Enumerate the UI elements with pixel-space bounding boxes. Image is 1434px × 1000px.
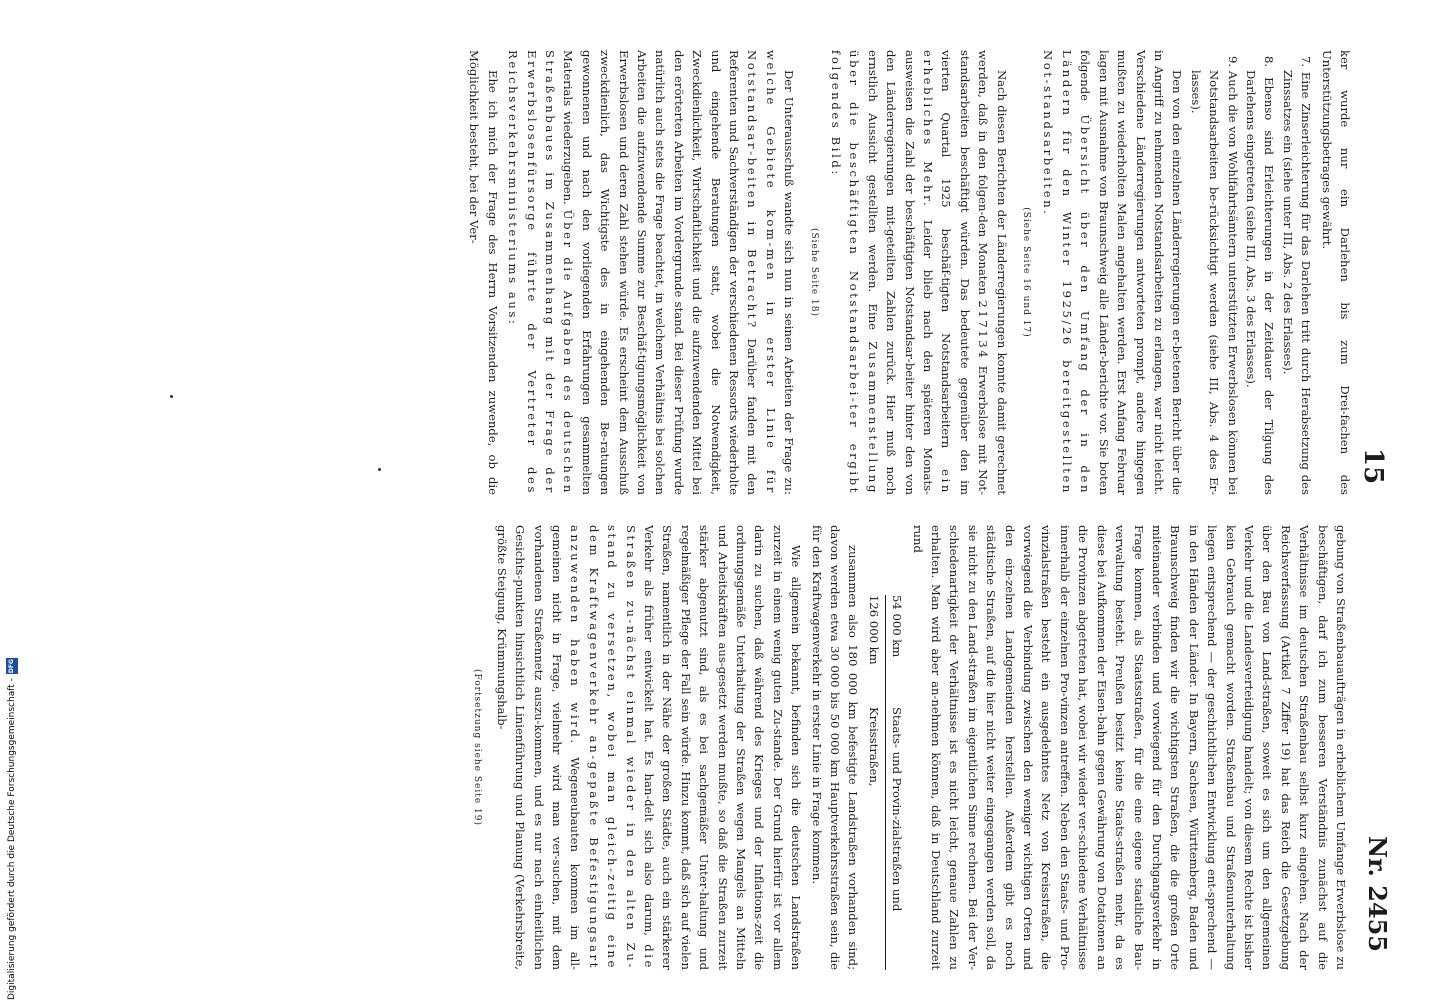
- text-span: Wie allgemein bekannt, befinden sich die deutschen Landstraßen zurzeit in einem wenig guten Zu-stande. Der Grund hierfür ist vor allem darin zu suchen, daß während des Krieges und der Inflations-zeit die ordnungsgemäße Unterhaltung der Straßen wegen Mangels an Mitteln und Arbeitskräften aus-gesetzt werden mußte, so daß die Straßen zurzeit stärker abgenutzt sind, als es bei sachgemäßer Unter-haltung und regelmäßiger Pflege der Fall sein würde. Hinzu kommt, daß sich auf vielen Straßen, namentlich in der Nähe der großen Städte, auch ein stärkerer Verkehr als früher entwickelt hat. Es han-delt sich also darum,: [641, 525, 804, 970]
- intro-text: ker wurde nur ein Darlehen bis zum Drei-fachen des Unterstützungsbetrages gewährt.: [1319, 50, 1352, 495]
- text-span: Darüber fanden mit den Referenten und Sachverständigen der verschiedenen Ressorts wiederholte und eingehende Beratungen statt, wobei die Notwendigkeit, Zweckdienlichkeit, Wirtschaftlichkeit und die aufzuwendenden Mittel bei den erörterten Arbeiten im Vordergrunde stand. Bei dieser Prüfung wurde natürlich auch stets die Frage beachtet, in welchem Verhältnis bei solchen Arbeiten die aufzuwendende Summe zur Beschäf-tigungsmöglichkeit von Erwerbslosen und deren Zahl stehen würde. Es erscheint dem Ausschuß zweckdienlich, das Wichtigste des in eingehenden Be-ratungen gewonnenen und nach den vorliegenden Erfahrungen gesammelten Materials wiederzugeben.: [561, 50, 760, 495]
- page-number: 15: [1358, 448, 1388, 485]
- paragraph: zusammen also 180 000 km befestigte Landstraßen vorhanden sind; davon werden etwa 30 000 bis 50 000 km Hauptverkehrsstraßen sein, die für den Kraftwagenverkehr in erster Linie in Frage kommen.: [809, 525, 861, 970]
- stat-label: Kreisstraßen,: [866, 707, 881, 787]
- issue-number: Nr. 2455: [1363, 836, 1392, 952]
- digitization-credit: [4, 10, 20, 1000]
- spaced-text: welche Gebiete kom-men in erster Linie für Notstandsar-beiten in Betracht?: [745, 50, 778, 495]
- stat-label: Staats- und Provin-zialstraßen und: [890, 707, 905, 912]
- paragraph: [492, 525, 805, 970]
- text-span: Der Unterausschuß wandte sich nun in seinen Arbeiten der Frage zu:: [782, 70, 797, 495]
- list-item: 7. Eine Zinserleichterung für das Darlehen tritt durch Herabsetzung des Zinssatzes ein (siehe unter III, Abs. 2 des Erlasses).: [1280, 56, 1314, 495]
- text-span: Den von den einzelnen Länderregierungen er-betenen Bericht über die in Angriff zu nehmenden Notstandsarbeiten zu erlangen, war nicht leicht. Verschiedene Länderregierungen antworteten prompt, andere hingegen mußten zu wiederholten Malen angehalten werden. Erst Anfang Februar lagen mit Ausnahme von Braunschweig alle Länder-berichte vor. Sie boten folgende: [1078, 50, 1185, 495]
- spaced-text: die Straßen zu-nächst einmal wieder in den alten Zu-stand zu versetzen, wobei man gleich-zeitig eine dem Kraftwagenverkehr an-gepaßte Befestigungsart anzuwenden haben wird.: [568, 525, 656, 970]
- scan-speck: [170, 395, 173, 398]
- page-reference: (Siehe Seite 16 und 17): [1021, 207, 1032, 338]
- continuation-note: (Fortsetzung siehe Seite 19): [472, 668, 483, 827]
- spaced-number: 217134: [976, 300, 991, 361]
- text-span: Erwerbslose mit Not-standsarbeiten beschäftigt würden. Das bedeutete gegenüber den im vierten Quartal 1925 beschäf-tigten Notstandsarbeitern: [939, 50, 991, 495]
- right-column: [468, 525, 1350, 970]
- stat-row: [888, 595, 906, 970]
- stat-row: [864, 595, 885, 970]
- paragraph: [1039, 50, 1186, 495]
- spaced-text: Über die Aufgaben des deutschen Straßenbaues im Zusammenhang mit der Frage der Erwerbslosenfürsorge führte der Vertreter des Reichsverkehrsministeriums aus:: [506, 50, 576, 495]
- text-span: Nach diesen Berichten der Länderregierungen konnte damit gerechnet werden, daß in den folgen-den Monaten: [976, 50, 1009, 495]
- paragraph: [827, 50, 1011, 495]
- road-stats: [864, 525, 906, 970]
- spaced-text: Zusammenstellung über die beschäftigten Notstandsarbei-ter ergibt folgendes Bild:: [829, 50, 880, 495]
- scan-speck: [378, 468, 381, 471]
- text-span: Wegeneubauten kommen im all-gemeinen nicht in Frage, vielmehr wird man ver-suchen, mit dem vorhandenen Straßennetz auszu-kommen, und es nur nach einheitlichen Gesichts-punkten hinsichtlich Linienführung und Planung (Verkehrsbreite, größte Steigung, Krümmungshalb-: [494, 525, 583, 970]
- paragraph: [504, 50, 799, 495]
- numbered-list: [1186, 50, 1315, 495]
- page-reference: (Siehe Seite 18): [808, 227, 819, 317]
- stat-value: 54 000 km: [890, 595, 905, 658]
- paragraph: gebung von Straßenbauaufträgen in erheblichem Umfange Erwerbslose zu beschäftigen, darf ich zum besseren Verständnis zunächst auf die Verhältnisse im deutschen Straßenbau selbst kurz eingehen. Nach der Reichsverfassung (Artikel 7 Ziffer 19) hat das Reich die Gesetzgebung über den Bau von Land-straßen, soweit es sich um den allgemeinen Verkehr und die Landesverteidigung handelt; von diesem Rechte ist bisher kein Gebrauch gemacht worden. Straßenbau und Straßenunterhaltung liegen entsprechend — der geschichtlichen Entwicklung ent-sprechend — in den Händen der Länder. In Bayern, Sachsen, Württemberg, Baden und Braunschweig finden wir die wichtigsten Straßen, die die großen Orte miteinander verbinden und vorwiegend für den Durchgangsverkehr in Frage kommen, als Staatsstraßen, für die eine eigene staatliche Bau-verwaltung besteht. Preußen besitzt keine Staats-straßen mehr, da es diese bei Aufkommen der Eisen-bahn gegen Gewährung von Dotationen an die Provinzen abgetreten hat, wobei wir wieder ver-schiedene Verhältnisse innerhalb der einzelnen Pro-vinzen antreffen. Neben den Staats- und Pro-vinzialstraßen besteht ein ausgedehntes Netz von Kreisstraßen, die vorwiegend die Verbindung zwischen den weniger wichtigen Orten und den ein-zelnen Landgemeinden herstellen. Außerdem gibt es noch städtische Straßen, auf die hier nicht weiter eingegangen werden soll, da sie nicht zu den Land-straßen im eigentlichen Sinne rechnen. Bei der Ver-schiedenartigkeit der Verhältnisse ist es nicht leicht, genaue Zahlen zu erhalten. Man wird aber an-nehmen können, daß in Deutschland zurzeit rund: [910, 525, 1348, 970]
- spaced-text: ein erhebliches Mehr.: [921, 50, 954, 495]
- dfg-logo-icon: DFG: [6, 658, 18, 674]
- list-item: 8. Ebenso sind Erleichterungen in der Zeitdauer der Tilgung des Darlehens eingetreten (siehe III, Abs. 3 des Erlasses).: [1243, 56, 1277, 495]
- credit-text: Digitalisierung gefördert durch die Deutsche Forschungsgemeinschaft -: [7, 678, 17, 1000]
- stat-value: 126 000 km: [866, 595, 881, 665]
- text-span: Leider blieb nach den späteren Monats-ausweisen die Zahl der beschäftigten Notstandsar-beiter hinter den von den Länderregierungen mit-geteilten Zahlen zurück. Hier muß noch ernstlich Aussicht gestellten werden. Eine: [865, 50, 936, 495]
- list-item: 9. Auch die von Wohlfahrtsämtern unterstützten Erwerbslosen können bei Notstandsarbeiten be-rücksichtigt werden (siehe III, Abs. 4 des Er-lasses).: [1188, 56, 1240, 495]
- paragraph: Ehe ich mich der Frage des Herrn Vorsitzenden zuwende, ob die Möglichkeit besteht, bei der Ver-: [467, 50, 500, 495]
- spaced-text: Übersicht über den Umfang der in den Ländern für den Winter 1925/26 bereitgestellten Not-standsarbeiten.: [1041, 50, 1093, 496]
- left-column: [463, 50, 1354, 495]
